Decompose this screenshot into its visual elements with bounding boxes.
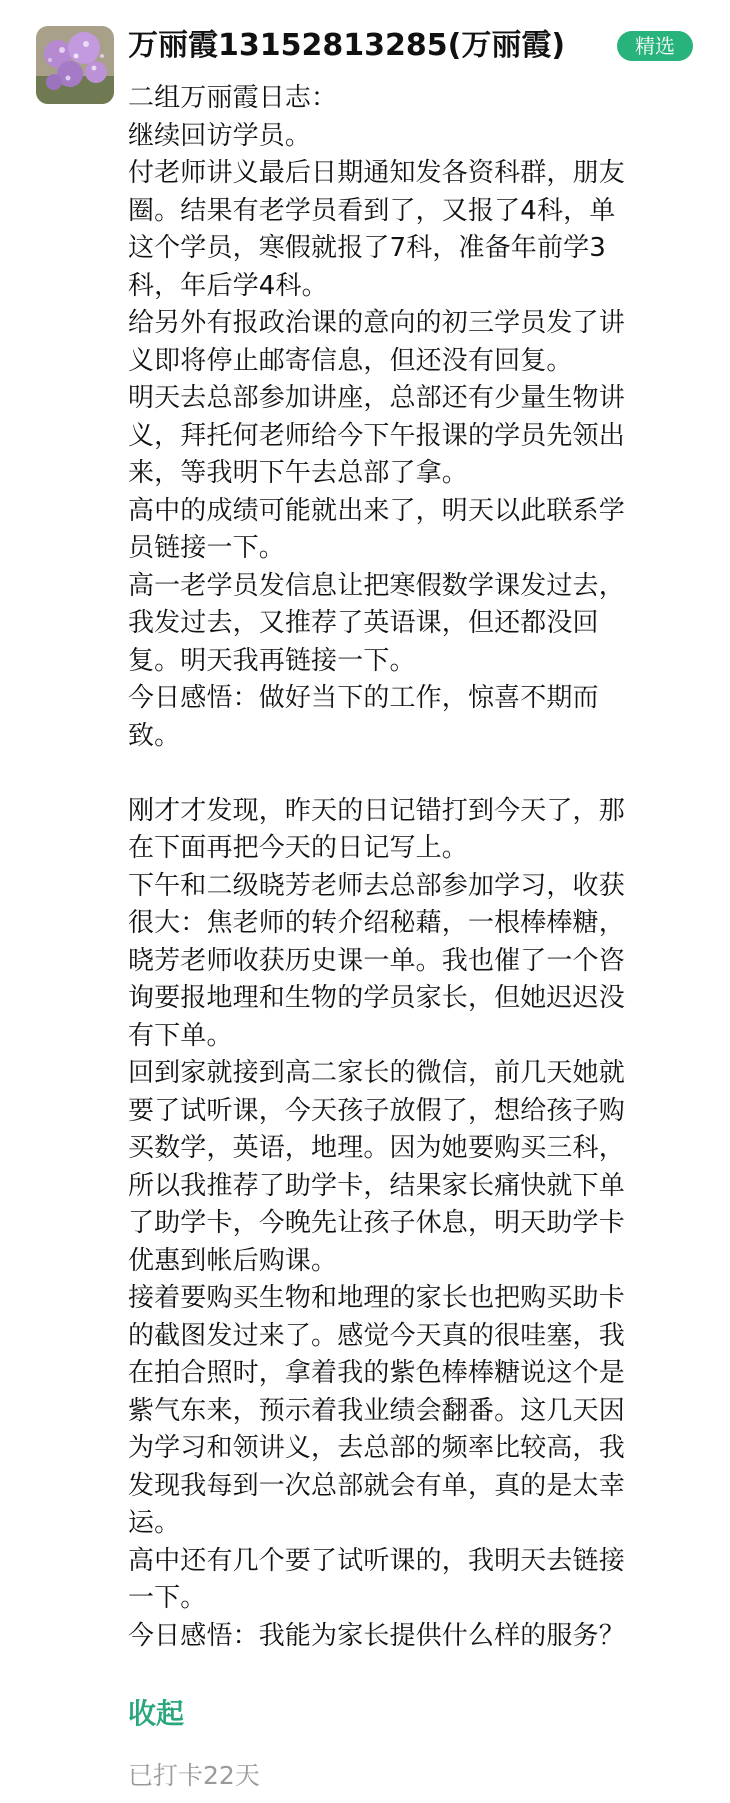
post-text-line: 优惠到帐后购课。 (128, 1245, 338, 1276)
post-text-line: 来，等我明下午去总部了拿。 (128, 458, 468, 488)
post-text-line: 下午和二级晓芳老师去总部参加学习，收获 (128, 870, 625, 901)
avatar-flower-image (36, 26, 114, 104)
author-name[interactable]: 万丽霞13152813285(万丽霞) (128, 28, 566, 63)
post-text-line: 继续回访学员。 (128, 120, 312, 151)
post-text-line: 圈。结果有老学员看到了，又报了4科，单 (128, 195, 616, 226)
post-text-line: 一下。 (128, 1583, 207, 1613)
post-text-line: 义即将停止邮寄信息，但还没有回复。 (128, 345, 573, 376)
post-text-line: 了助学卡，今晚先让孩子休息，明天助学卡 (128, 1208, 625, 1238)
post-text-line: 买数学，英语，地理。因为她要购买三科， (128, 1133, 625, 1163)
post-text-line: 二组万丽霞日志： (128, 83, 338, 113)
post-text-line: 所以我推荐了助学卡，结果家长痛快就下单 (128, 1170, 625, 1201)
post-text-line: 刚才才发现，昨天的日记错打到今天了，那 (128, 795, 625, 826)
post-text-line: 科，年后学4科。 (128, 270, 328, 301)
post-text-line: 高一老学员发信息让把寒假数学课发过去， (128, 570, 625, 601)
post-text-line: 为学习和领讲义，去总部的频率比较高，我 (128, 1433, 625, 1463)
post-text-line: 我发过去，又推荐了英语课，但还都没回 (128, 608, 599, 638)
post-text-line: 义，拜托何老师给今下午报课的学员先领出 (128, 420, 625, 451)
post-text-line: 在下面再把今天的日记写上。 (128, 833, 468, 863)
post-text-line: 在拍合照时，拿着我的紫色棒棒糖说这个是 (128, 1358, 625, 1388)
post-text-line: 紫气东来，预示着我业绩会翻番。这几天因 (128, 1395, 625, 1426)
post-text-line: 接着要购买生物和地理的家长也把购买助卡 (128, 1283, 625, 1313)
post-text-line: 致。 (128, 720, 181, 751)
collapse-link[interactable]: 收起 (128, 1697, 185, 1730)
post-text-line (128, 755, 698, 793)
post-text-line: 高中的成绩可能就出来了，明天以此联系学 (128, 495, 625, 526)
post-text-line: 发现我每到一次总部就会有单，真的是太幸 (128, 1470, 625, 1501)
post-text-line: 复。明天我再链接一下。 (128, 645, 416, 676)
post-text-line: 运。 (128, 1508, 181, 1538)
featured-badge: 精选 (617, 31, 693, 61)
post-text-line: 有下单。 (128, 1020, 233, 1051)
post-text-line: 高中还有几个要了试听课的，我明天去链接 (128, 1545, 625, 1576)
post-text-line: 很大：焦老师的转介绍秘藉，一根棒棒糖， (128, 908, 625, 938)
post-content (128, 80, 698, 1655)
post-text-line: 今日感悟：做好当下的工作，惊喜不期而 (128, 683, 599, 713)
post-text-line: 员链接一下。 (128, 533, 285, 563)
post-text-line: 今日感悟：我能为家长提供什么样的服务？ (128, 1620, 625, 1651)
avatar[interactable] (36, 26, 114, 104)
post-text-line: 这个学员，寒假就报了7科，准备年前学3 (128, 233, 606, 263)
post-text-line: 的截图发过来了。感觉今天真的很哇塞，我 (128, 1320, 625, 1351)
checkin-status: 已打卡22天 (128, 1761, 260, 1790)
post-text-line: 晓芳老师收获历史课一单。我也催了一个咨 (128, 945, 625, 976)
post-text-line: 回到家就接到高二家长的微信，前几天她就 (128, 1058, 625, 1088)
post-text-line: 明天去总部参加讲座，总部还有少量生物讲 (128, 383, 625, 413)
post-text-line: 付老师讲义最后日期通知发各资科群，朋友 (128, 158, 625, 188)
post-text-line: 给另外有报政治课的意向的初三学员发了讲 (128, 308, 625, 338)
post-text-line: 要了试听课，今天孩子放假了，想给孩子购 (128, 1095, 625, 1126)
post-text-line: 询要报地理和生物的学员家长，但她迟迟没 (128, 983, 625, 1013)
